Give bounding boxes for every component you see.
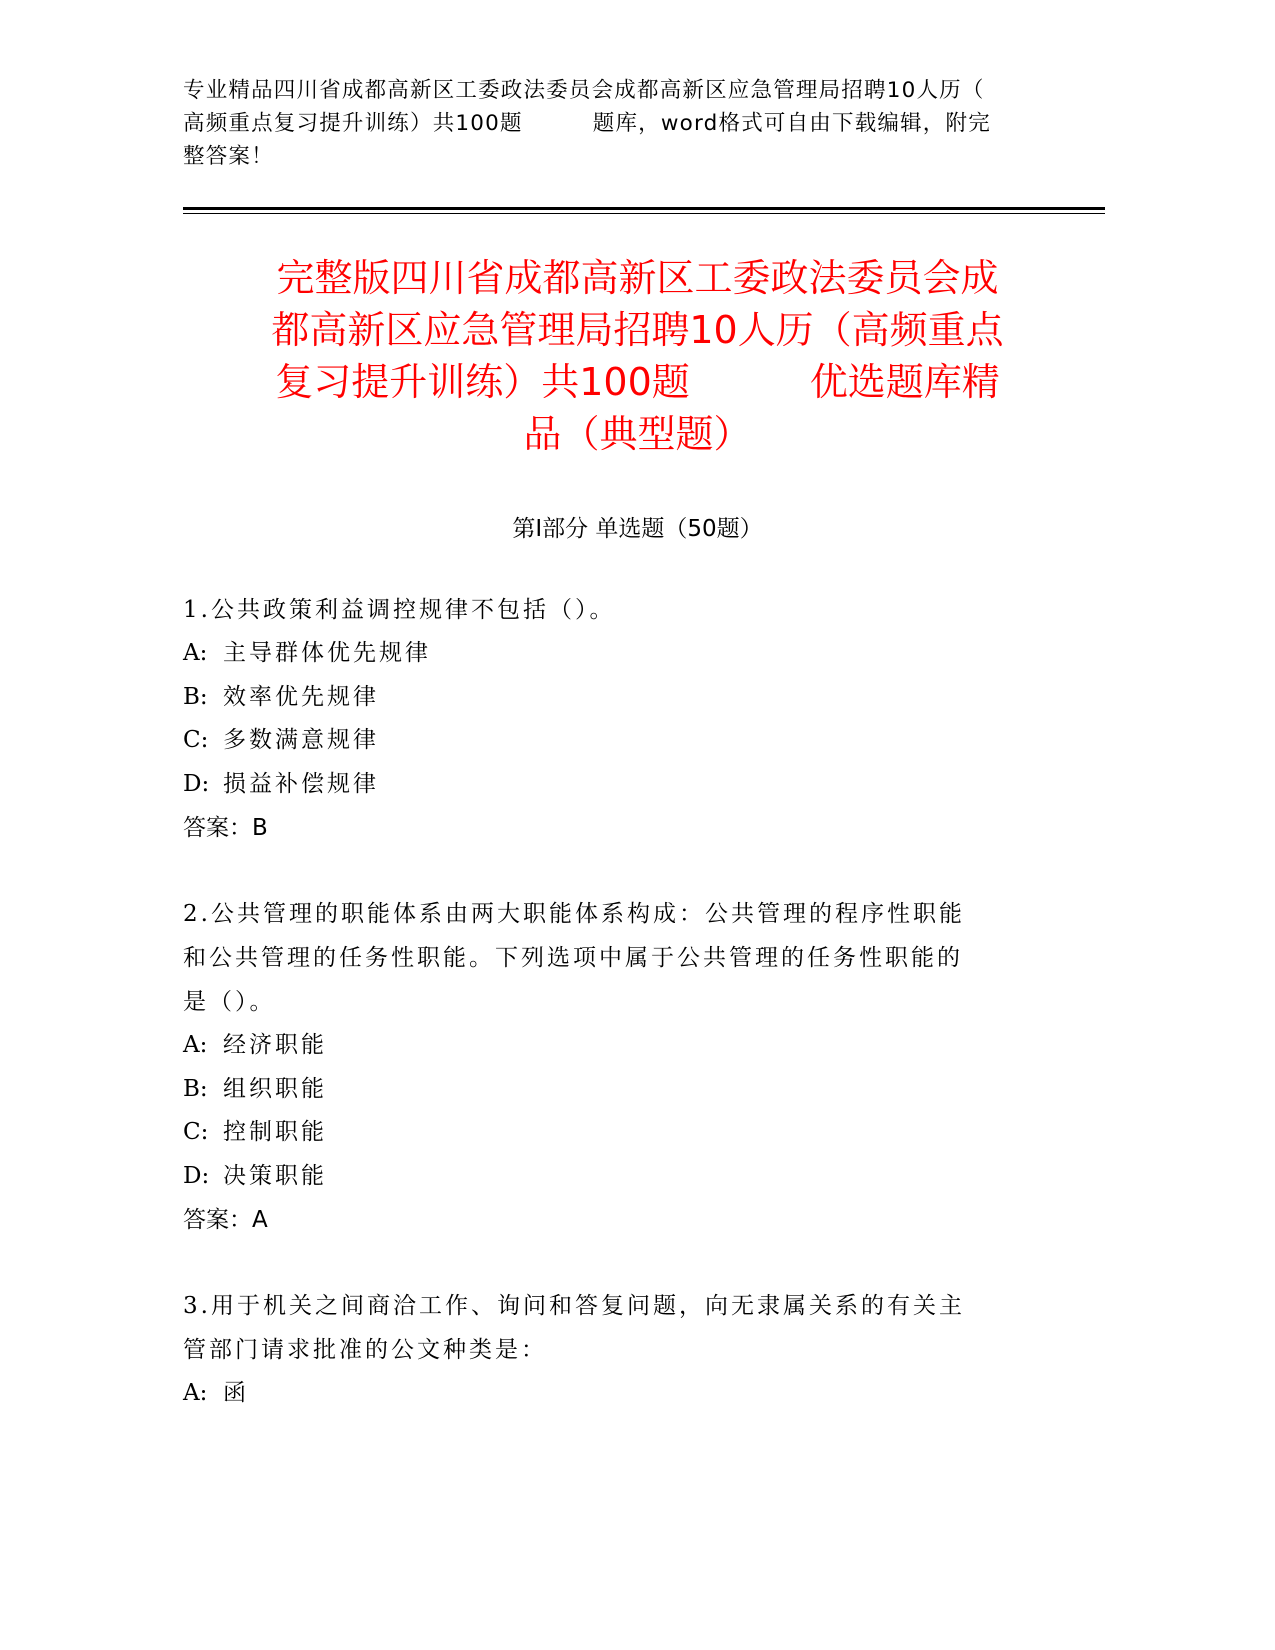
title-segment: 优选题库精	[809, 360, 1000, 404]
answer: 答案：A	[183, 1207, 268, 1233]
answer: 答案：B	[183, 815, 268, 841]
option-a	[183, 1024, 1063, 1068]
option-text: 组织职能	[223, 1075, 327, 1102]
option-letter: D:	[183, 770, 210, 797]
option-letter: A:	[183, 1032, 208, 1058]
question-spacer	[183, 1242, 1063, 1284]
option-text: 多数满意规律	[223, 727, 379, 753]
question-stem: 2.公共管理的职能体系由两大职能体系构成：公共管理的程序性职能	[183, 901, 965, 927]
section-heading: 第Ⅰ部分 单选题（50题）	[512, 516, 763, 542]
header-note-line: 专业精品四川省成都高新区工委政法委员会成都高新区应急管理局招聘10人历（	[183, 78, 985, 103]
option-letter: B:	[183, 1075, 208, 1102]
option-letter: A:	[183, 640, 208, 666]
option-letter: B:	[183, 683, 208, 710]
header-note-line	[183, 107, 1063, 140]
option-text: 函	[223, 1380, 249, 1406]
question-stem: 1.公共政策利益调控规律不包括（）。	[183, 597, 616, 623]
header-note-segment: 题库，word格式可自由下载编辑，附完	[592, 111, 991, 136]
title-line: 都高新区应急管理局招聘10人历（高频重点	[271, 308, 1004, 352]
option-text: 效率优先规律	[223, 683, 379, 710]
title-segment: 复习提升训练）共100题	[275, 360, 690, 404]
header-note	[183, 74, 1063, 173]
option-b	[183, 1068, 1063, 1112]
document-title	[170, 252, 1105, 460]
option-a	[183, 632, 1063, 676]
question-stem: 管部门请求批准的公文种类是：	[183, 1337, 547, 1363]
header-note-line: 整答案！	[183, 144, 274, 169]
question-stem: 和公共管理的任务性职能。下列选项中属于公共管理的任务性职能的	[183, 945, 963, 971]
option-text: 主导群体优先规律	[223, 640, 431, 666]
option-d	[183, 1155, 1063, 1199]
question-spacer	[183, 850, 1063, 892]
option-text: 控制职能	[223, 1119, 327, 1145]
option-text: 损益补偿规律	[223, 770, 379, 797]
option-letter: C:	[183, 1119, 209, 1145]
question-2	[183, 892, 1063, 1242]
title-line	[170, 356, 1105, 408]
question-stem: 是（）。	[183, 989, 276, 1015]
header-divider-thin	[183, 213, 1105, 214]
option-b	[183, 676, 1063, 720]
option-text: 决策职能	[223, 1162, 327, 1189]
header-divider-thick	[183, 207, 1105, 210]
title-line: 品（典型题）	[523, 412, 752, 456]
option-d	[183, 763, 1063, 807]
option-c	[183, 719, 1063, 763]
question-1	[183, 588, 1063, 850]
question-stem: 3.用于机关之间商洽工作、询问和答复问题，向无隶属关系的有关主	[183, 1293, 965, 1319]
question-3	[183, 1284, 1063, 1416]
option-letter: C:	[183, 727, 209, 753]
option-letter: D:	[183, 1162, 210, 1189]
option-text: 经济职能	[223, 1032, 327, 1058]
header-note-segment: 高频重点复习提升训练）共100题	[183, 111, 523, 136]
option-letter: A:	[183, 1380, 208, 1406]
option-a	[183, 1372, 1063, 1416]
title-line: 完整版四川省成都高新区工委政法委员会成	[276, 256, 999, 300]
option-c	[183, 1111, 1063, 1155]
question-list	[183, 588, 1063, 1416]
